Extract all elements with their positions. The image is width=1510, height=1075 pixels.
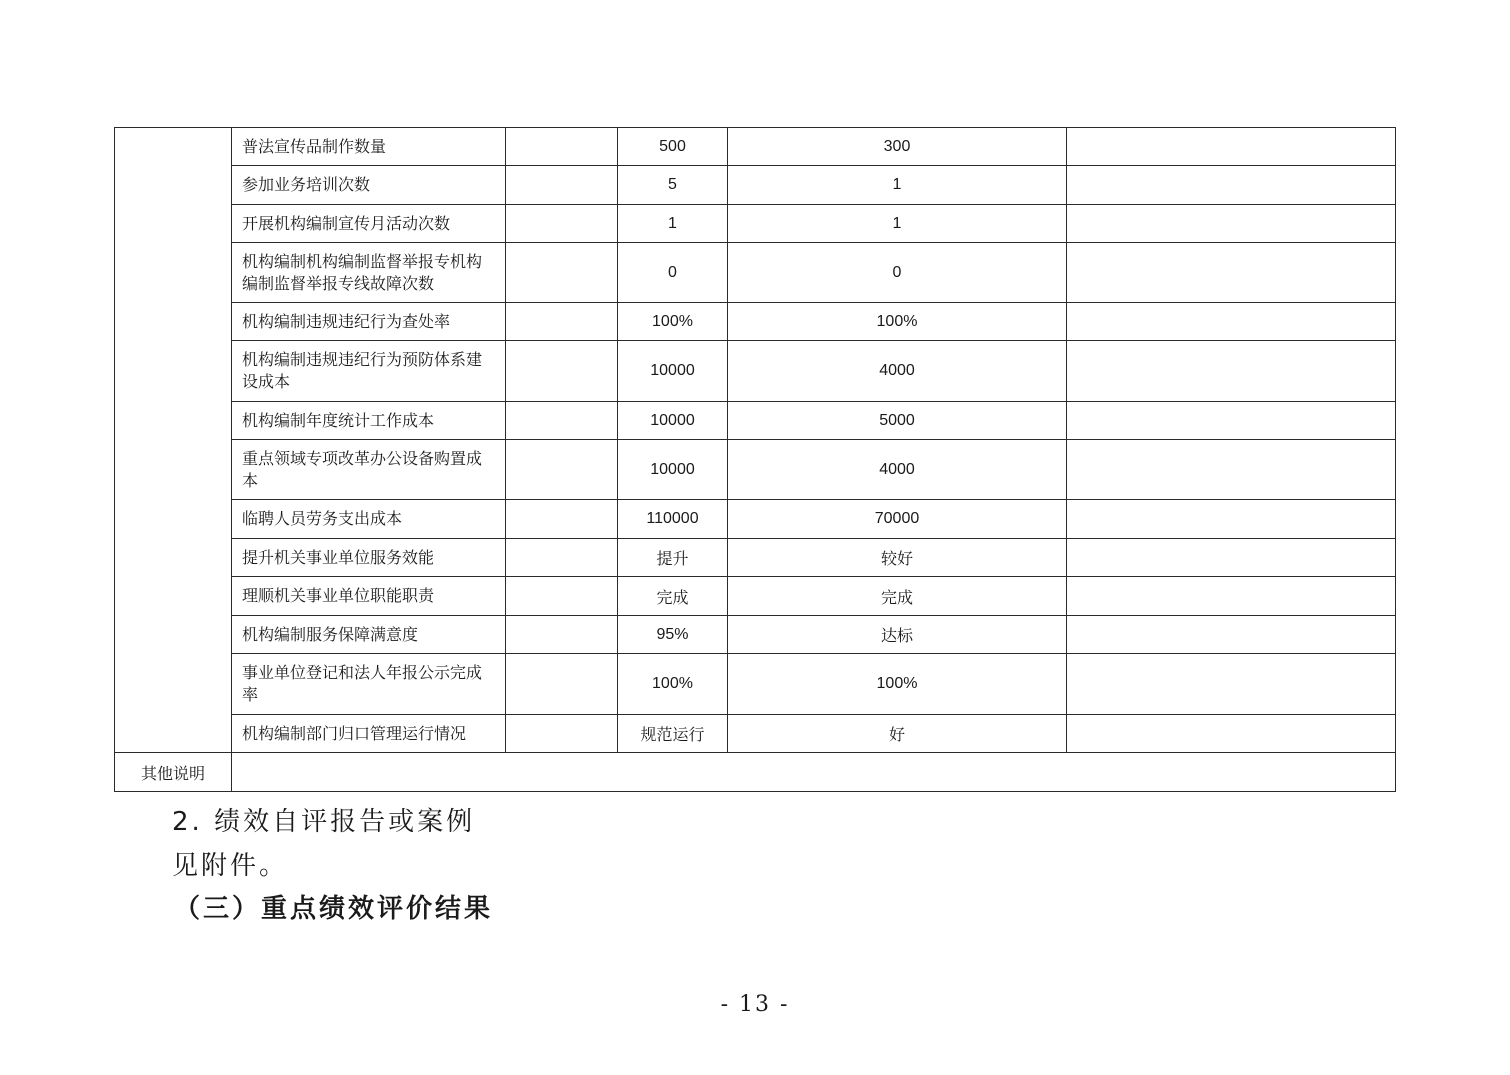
page-number: - 13 - (720, 992, 790, 1017)
table-row (115, 166, 1396, 205)
indicator-name-cell: 开展机构编制宣传月活动次数 (232, 205, 506, 243)
actual-value-cell: 300 (728, 128, 1067, 166)
indicator-name-cell: 机构编制服务保障满意度 (232, 616, 506, 654)
table-row (115, 500, 1396, 539)
blank-cell (506, 440, 618, 500)
blank-cell (506, 539, 618, 577)
target-value-cell: 规范运行 (618, 715, 728, 753)
other-notes-content (232, 753, 1396, 792)
target-value-cell: 0 (618, 243, 728, 303)
indicator-name-cell: 重点领域专项改革办公设备购置成本 (232, 440, 506, 500)
actual-value-cell: 70000 (728, 500, 1067, 539)
table-row (115, 440, 1396, 500)
table-row (115, 243, 1396, 303)
merged-category-cell (115, 128, 232, 753)
actual-value-cell: 完成 (728, 577, 1067, 616)
other-notes-row (115, 753, 1396, 792)
section-heading: （三）重点绩效评价结果 (174, 894, 494, 924)
target-value-cell: 完成 (618, 577, 728, 616)
actual-value-cell: 1 (728, 166, 1067, 205)
table-row (115, 205, 1396, 243)
target-value-cell: 100% (618, 303, 728, 341)
blank-cell (506, 243, 618, 303)
blank-cell (506, 205, 618, 243)
table-row (115, 303, 1396, 341)
target-value-cell: 500 (618, 128, 728, 166)
target-value-cell: 10000 (618, 341, 728, 402)
remarks-cell (1067, 440, 1396, 500)
actual-value-cell: 100% (728, 303, 1067, 341)
table-row (115, 539, 1396, 577)
performance-indicator-table (114, 127, 1396, 792)
remarks-cell (1067, 128, 1396, 166)
remarks-cell (1067, 243, 1396, 303)
actual-value-cell: 4000 (728, 440, 1067, 500)
report-subheading: 2. 绩效自评报告或案例 (172, 807, 476, 837)
remarks-cell (1067, 500, 1396, 539)
remarks-cell (1067, 539, 1396, 577)
blank-cell (506, 616, 618, 654)
table-row (115, 341, 1396, 402)
remarks-cell (1067, 577, 1396, 616)
remarks-cell (1067, 205, 1396, 243)
target-value-cell: 10000 (618, 440, 728, 500)
indicator-name-cell: 理顺机关事业单位职能职责 (232, 577, 506, 616)
indicator-name-cell: 普法宣传品制作数量 (232, 128, 506, 166)
remarks-cell (1067, 166, 1396, 205)
actual-value-cell: 100% (728, 654, 1067, 715)
indicator-name-cell: 事业单位登记和法人年报公示完成率 (232, 654, 506, 715)
target-value-cell: 提升 (618, 539, 728, 577)
remarks-cell (1067, 341, 1396, 402)
indicator-name-cell: 参加业务培训次数 (232, 166, 506, 205)
indicator-name-cell: 机构编制违规违纪行为查处率 (232, 303, 506, 341)
actual-value-cell: 好 (728, 715, 1067, 753)
blank-cell (506, 577, 618, 616)
actual-value-cell: 较好 (728, 539, 1067, 577)
table-row (115, 402, 1396, 440)
table-row (115, 577, 1396, 616)
table-row (115, 616, 1396, 654)
remarks-cell (1067, 303, 1396, 341)
actual-value-cell: 达标 (728, 616, 1067, 654)
blank-cell (506, 128, 618, 166)
actual-value-cell: 5000 (728, 402, 1067, 440)
attachment-note: 见附件。 (172, 851, 289, 881)
blank-cell (506, 341, 618, 402)
indicator-name-cell: 机构编制违规违纪行为预防体系建设成本 (232, 341, 506, 402)
blank-cell (506, 654, 618, 715)
blank-cell (506, 500, 618, 539)
table-row (115, 715, 1396, 753)
blank-cell (506, 303, 618, 341)
target-value-cell: 1 (618, 205, 728, 243)
indicator-name-cell: 机构编制部门归口管理运行情况 (232, 715, 506, 753)
blank-cell (506, 715, 618, 753)
indicator-name-cell: 提升机关事业单位服务效能 (232, 539, 506, 577)
other-notes-label: 其他说明 (115, 753, 232, 792)
target-value-cell: 100% (618, 654, 728, 715)
actual-value-cell: 1 (728, 205, 1067, 243)
blank-cell (506, 402, 618, 440)
blank-cell (506, 166, 618, 205)
indicator-name-cell: 机构编制年度统计工作成本 (232, 402, 506, 440)
remarks-cell (1067, 616, 1396, 654)
target-value-cell: 5 (618, 166, 728, 205)
table-row (115, 128, 1396, 166)
table-row (115, 654, 1396, 715)
actual-value-cell: 0 (728, 243, 1067, 303)
indicator-name-cell: 机构编制机构编制监督举报专机构编制监督举报专线故障次数 (232, 243, 506, 303)
remarks-cell (1067, 715, 1396, 753)
target-value-cell: 10000 (618, 402, 728, 440)
target-value-cell: 110000 (618, 500, 728, 539)
target-value-cell: 95% (618, 616, 728, 654)
actual-value-cell: 4000 (728, 341, 1067, 402)
remarks-cell (1067, 654, 1396, 715)
indicator-name-cell: 临聘人员劳务支出成本 (232, 500, 506, 539)
remarks-cell (1067, 402, 1396, 440)
